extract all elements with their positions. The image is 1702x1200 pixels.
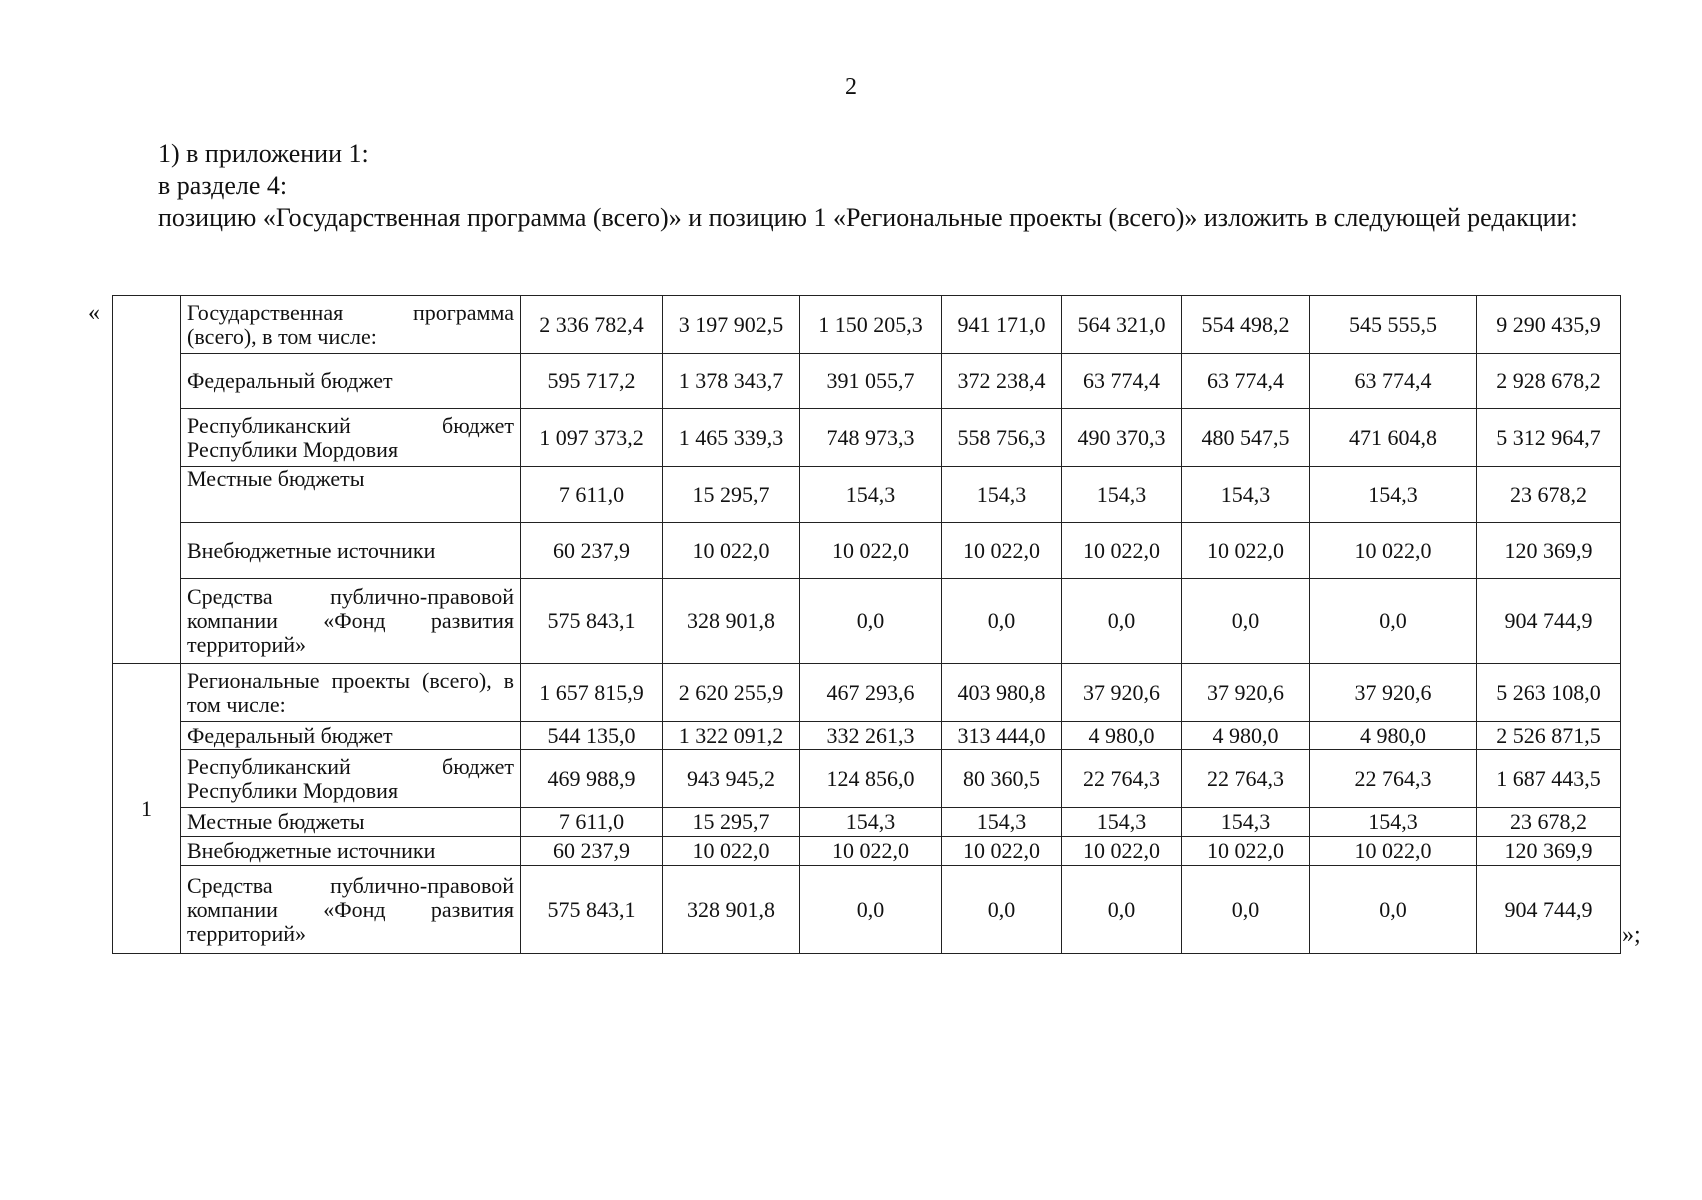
- value-cell: 595 717,2: [521, 354, 663, 409]
- value-cell: 328 901,8: [663, 866, 800, 954]
- value-cell: 544 135,0: [521, 722, 663, 750]
- value-cell: 63 774,4: [1310, 354, 1477, 409]
- table-row: [113, 467, 1621, 523]
- value-cell: 313 444,0: [942, 722, 1062, 750]
- intro-line-section: в разделе 4:: [158, 171, 288, 200]
- value-cell: 1 150 205,3: [800, 296, 942, 354]
- value-cell: 943 945,2: [663, 750, 800, 808]
- table-row: [113, 523, 1621, 579]
- value-cell: 0,0: [1310, 866, 1477, 954]
- value-cell: 80 360,5: [942, 750, 1062, 808]
- table-row: [113, 722, 1621, 750]
- value-cell: 154,3: [1062, 467, 1182, 523]
- table-row: [113, 750, 1621, 808]
- value-cell: 0,0: [1182, 579, 1310, 664]
- value-cell: 2 336 782,4: [521, 296, 663, 354]
- value-cell: 22 764,3: [1062, 750, 1182, 808]
- value-cell: 391 055,7: [800, 354, 942, 409]
- table-row: [113, 354, 1621, 409]
- table-row: [113, 664, 1621, 722]
- row-label: Федеральный бюджет: [181, 722, 521, 750]
- value-cell: 63 774,4: [1062, 354, 1182, 409]
- value-cell: 0,0: [1062, 579, 1182, 664]
- value-cell: 10 022,0: [1182, 837, 1310, 866]
- value-cell: 154,3: [1182, 808, 1310, 837]
- value-cell: 1 378 343,7: [663, 354, 800, 409]
- value-cell: 0,0: [800, 866, 942, 954]
- row-index-cell: [113, 296, 181, 664]
- total-cell: 904 744,9: [1477, 866, 1621, 954]
- value-cell: 154,3: [1182, 467, 1310, 523]
- value-cell: 1 465 339,3: [663, 409, 800, 467]
- value-cell: 2 620 255,9: [663, 664, 800, 722]
- row-index-cell: 1: [113, 664, 181, 954]
- value-cell: 4 980,0: [1182, 722, 1310, 750]
- opening-quote: «: [88, 300, 100, 326]
- value-cell: 575 843,1: [521, 866, 663, 954]
- value-cell: 154,3: [1310, 467, 1477, 523]
- table-row: [113, 579, 1621, 664]
- value-cell: 554 498,2: [1182, 296, 1310, 354]
- value-cell: 10 022,0: [663, 837, 800, 866]
- value-cell: 480 547,5: [1182, 409, 1310, 467]
- value-cell: 545 555,5: [1310, 296, 1477, 354]
- row-label: Средства публично-правовой компании «Фонд развития территорий»: [181, 866, 521, 954]
- value-cell: 490 370,3: [1062, 409, 1182, 467]
- value-cell: 748 973,3: [800, 409, 942, 467]
- row-label: Республиканский бюджет Республики Мордовия: [181, 750, 521, 808]
- row-label: Местные бюджеты: [181, 467, 521, 523]
- value-cell: 60 237,9: [521, 837, 663, 866]
- value-cell: 1 097 373,2: [521, 409, 663, 467]
- intro-line-instruction: позицию «Государственная программа (всего)» и позицию 1 «Региональные проекты (всего)» изложить в следующей редакции:: [158, 203, 1578, 232]
- value-cell: 1 657 815,9: [521, 664, 663, 722]
- value-cell: 332 261,3: [800, 722, 942, 750]
- row-label: Республиканский бюджет Республики Мордовия: [181, 409, 521, 467]
- row-label: Государственная программа (всего), в том числе:: [181, 296, 521, 354]
- value-cell: 328 901,8: [663, 579, 800, 664]
- value-cell: 467 293,6: [800, 664, 942, 722]
- table-row: [113, 409, 1621, 467]
- value-cell: 10 022,0: [1062, 837, 1182, 866]
- row-label: Местные бюджеты: [181, 808, 521, 837]
- value-cell: 0,0: [1310, 579, 1477, 664]
- table-row: [113, 866, 1621, 954]
- value-cell: 403 980,8: [942, 664, 1062, 722]
- value-cell: 558 756,3: [942, 409, 1062, 467]
- budget-table: [112, 295, 1621, 954]
- total-cell: 9 290 435,9: [1477, 296, 1621, 354]
- value-cell: 154,3: [942, 467, 1062, 523]
- value-cell: 37 920,6: [1310, 664, 1477, 722]
- row-label: Внебюджетные источники: [181, 523, 521, 579]
- value-cell: 10 022,0: [1310, 837, 1477, 866]
- value-cell: 0,0: [942, 579, 1062, 664]
- total-cell: 120 369,9: [1477, 523, 1621, 579]
- value-cell: 7 611,0: [521, 467, 663, 523]
- value-cell: 15 295,7: [663, 808, 800, 837]
- value-cell: 10 022,0: [663, 523, 800, 579]
- intro-line-appendix: 1) в приложении 1:: [158, 139, 369, 168]
- value-cell: 10 022,0: [800, 523, 942, 579]
- budget-table-body: [113, 296, 1621, 954]
- value-cell: 0,0: [800, 579, 942, 664]
- row-label: Региональные проекты (всего), в том числе:: [181, 664, 521, 722]
- total-cell: 904 744,9: [1477, 579, 1621, 664]
- row-label: Федеральный бюджет: [181, 354, 521, 409]
- table-row: [113, 837, 1621, 866]
- value-cell: 37 920,6: [1062, 664, 1182, 722]
- value-cell: 10 022,0: [800, 837, 942, 866]
- total-cell: 23 678,2: [1477, 467, 1621, 523]
- table-row: [113, 808, 1621, 837]
- value-cell: 22 764,3: [1310, 750, 1477, 808]
- value-cell: 564 321,0: [1062, 296, 1182, 354]
- value-cell: 154,3: [1310, 808, 1477, 837]
- value-cell: 154,3: [942, 808, 1062, 837]
- value-cell: 0,0: [1182, 866, 1310, 954]
- table-row: [113, 296, 1621, 354]
- value-cell: 372 238,4: [942, 354, 1062, 409]
- total-cell: 1 687 443,5: [1477, 750, 1621, 808]
- value-cell: 469 988,9: [521, 750, 663, 808]
- value-cell: 10 022,0: [942, 523, 1062, 579]
- total-cell: 120 369,9: [1477, 837, 1621, 866]
- value-cell: 575 843,1: [521, 579, 663, 664]
- value-cell: 0,0: [942, 866, 1062, 954]
- value-cell: 4 980,0: [1310, 722, 1477, 750]
- row-label: Внебюджетные источники: [181, 837, 521, 866]
- value-cell: 7 611,0: [521, 808, 663, 837]
- value-cell: 4 980,0: [1062, 722, 1182, 750]
- value-cell: 63 774,4: [1182, 354, 1310, 409]
- page-number: 2: [845, 74, 857, 100]
- value-cell: 10 022,0: [1310, 523, 1477, 579]
- total-cell: 5 263 108,0: [1477, 664, 1621, 722]
- value-cell: 60 237,9: [521, 523, 663, 579]
- value-cell: 15 295,7: [663, 467, 800, 523]
- value-cell: 10 022,0: [942, 837, 1062, 866]
- value-cell: 1 322 091,2: [663, 722, 800, 750]
- value-cell: 3 197 902,5: [663, 296, 800, 354]
- row-label: Средства публично-правовой компании «Фонд развития территорий»: [181, 579, 521, 664]
- total-cell: 2 526 871,5: [1477, 722, 1621, 750]
- total-cell: 5 312 964,7: [1477, 409, 1621, 467]
- value-cell: 154,3: [1062, 808, 1182, 837]
- value-cell: 941 171,0: [942, 296, 1062, 354]
- value-cell: 124 856,0: [800, 750, 942, 808]
- value-cell: 10 022,0: [1182, 523, 1310, 579]
- value-cell: 154,3: [800, 467, 942, 523]
- value-cell: 154,3: [800, 808, 942, 837]
- value-cell: 471 604,8: [1310, 409, 1477, 467]
- total-cell: 2 928 678,2: [1477, 354, 1621, 409]
- value-cell: 22 764,3: [1182, 750, 1310, 808]
- value-cell: 0,0: [1062, 866, 1182, 954]
- closing-quote: »;: [1622, 922, 1641, 948]
- total-cell: 23 678,2: [1477, 808, 1621, 837]
- value-cell: 10 022,0: [1062, 523, 1182, 579]
- value-cell: 37 920,6: [1182, 664, 1310, 722]
